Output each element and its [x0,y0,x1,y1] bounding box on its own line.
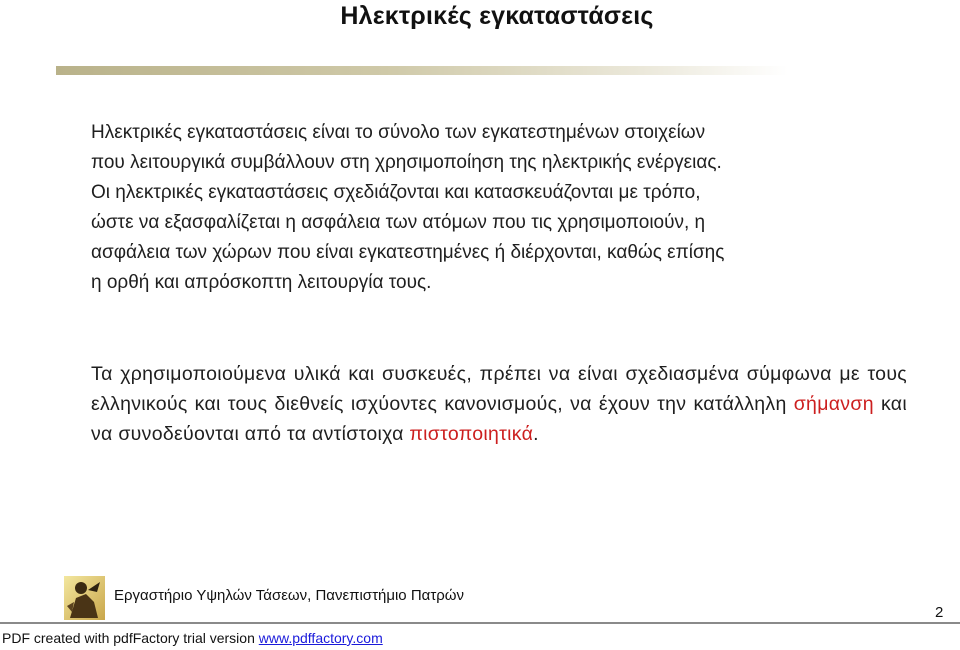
highlight-marking: σήμανση [793,393,874,415]
paragraph-text: Τα χρησιμοποιούμενα υλικά και συσκευές, πρέπει να είναι σχεδιασμένα σύμφωνα με τους ελληνικούς και τους διεθνείς ισχύοντες κανονισμούς, να έχουν την κατάλληλη [91,363,907,415]
materials-paragraph [91,359,907,449]
title-divider [56,66,788,75]
pdffactory-link[interactable]: www.pdffactory.com [258,630,383,646]
paragraph-text: . [533,423,539,445]
highlight-certificates: πιστοποιητικά [409,423,534,445]
lab-logo-icon [64,576,105,620]
paragraph-line: η ορθή και απρόσκοπτη λειτουργία τους. [91,272,432,293]
paragraph-line: Ηλεκτρικές εγκαταστάσεις είναι το σύνολο των εγκατεστημένων στοιχείων [91,122,706,143]
paragraph-line: ασφάλεια των χώρων που είναι εγκατεστημένες ή διέρχονται, καθώς επίσης [91,242,725,263]
pdf-watermark-note [2,630,383,646]
paragraph-line: Οι ηλεκτρικές εγκαταστάσεις σχεδιάζονται και κατασκευάζονται με τρόπο, [91,182,701,203]
paragraph-text: και να συνοδεύονται από τα αντίστοιχα [91,393,907,445]
footer-lab-name: Εργαστήριο Υψηλών Τάσεων, Πανεπιστήμιο Πατρών [114,587,464,604]
footer-divider [0,622,960,624]
pdf-note-text: PDF created with pdfFactory trial version [2,630,259,646]
page-title: Ηλεκτρικές εγκαταστάσεις [340,2,654,30]
paragraph-line: ώστε να εξασφαλίζεται η ασφάλεια των ατόμων που τις χρησιμοποιούν, η [91,212,706,233]
page-number: 2 [935,604,944,621]
definition-paragraph [91,118,907,298]
paragraph-line: που λειτουργικά συμβάλλουν στη χρησιμοποίηση της ηλεκτρικής ενέργειας. [91,152,722,173]
